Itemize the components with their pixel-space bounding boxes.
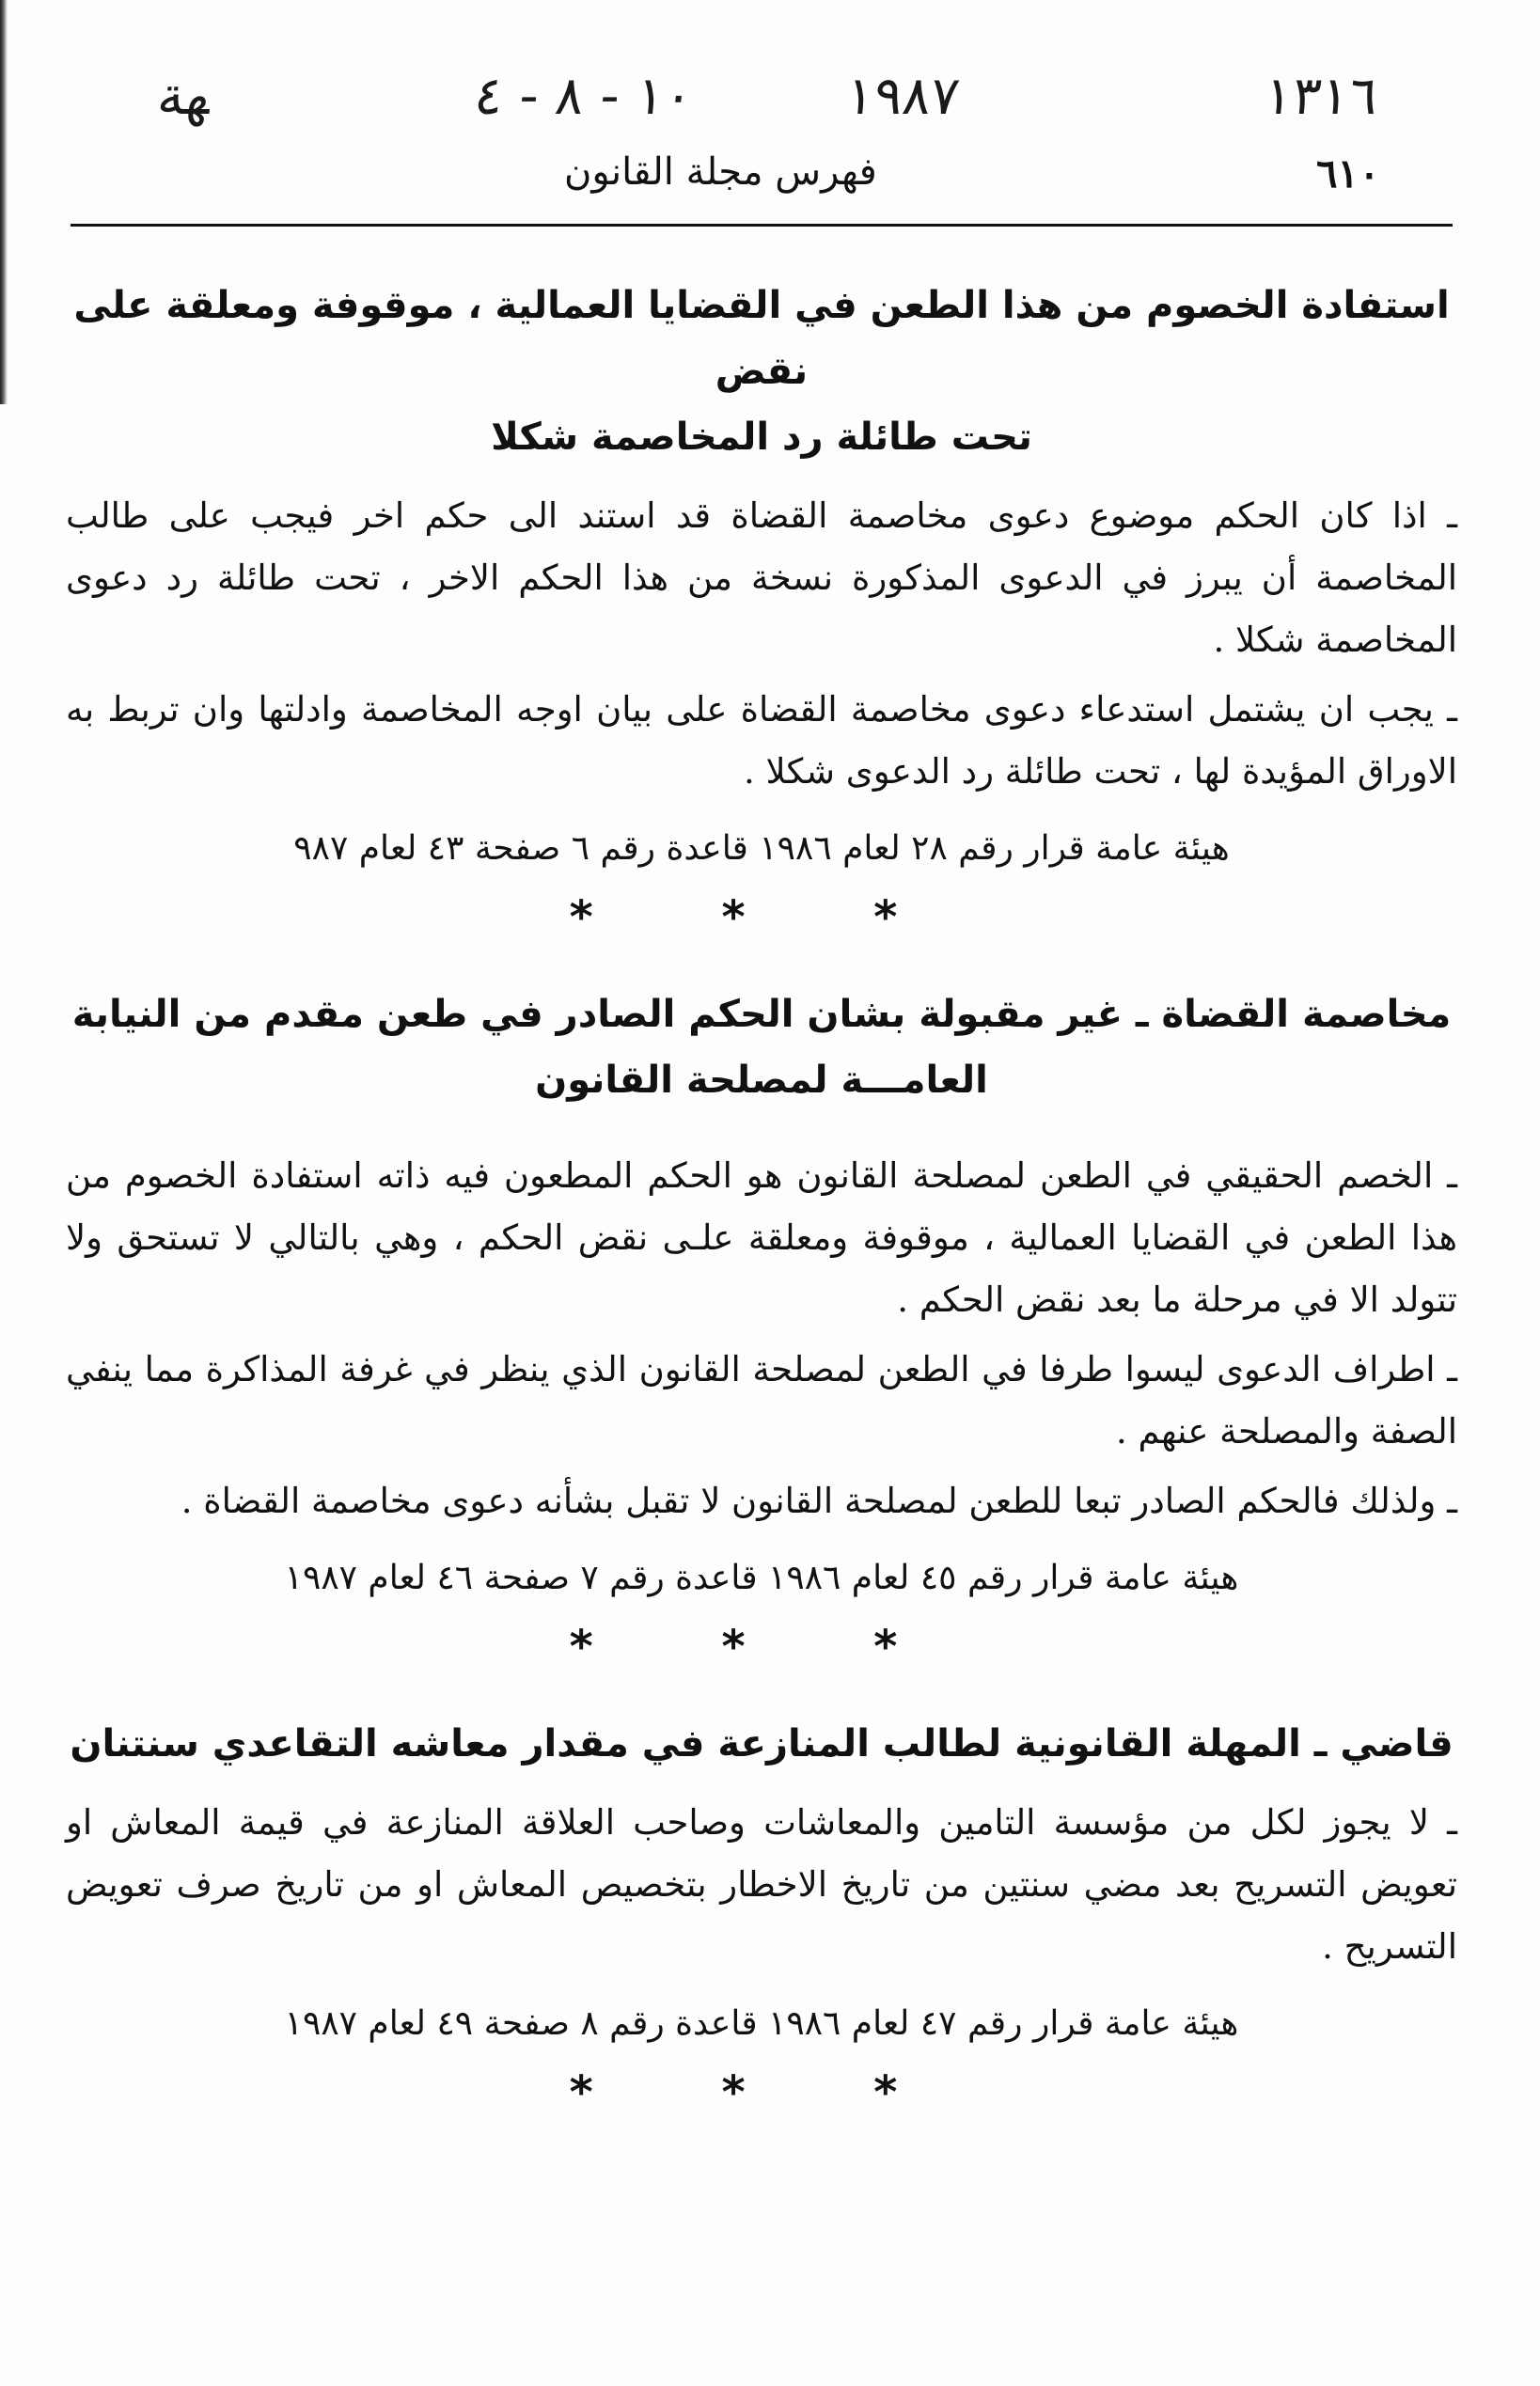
- handwritten-annotation-left: ﻬﺔ: [154, 66, 214, 127]
- section-3-citation: هيئة عامة قرار رقم ٤٧ لعام ١٩٨٦ قاعدة رقم ٨ صفحة ٤٩ لعام ١٩٨٧: [284, 2004, 1239, 2043]
- section-1-separator: * * *: [569, 891, 954, 944]
- section-1-title-line-2: تحت طائلة رد المخاصمة شكلا: [491, 416, 1032, 459]
- section-2-separator: * * *: [569, 1621, 954, 1673]
- section-1-title-line-1: استفادة الخصوم من هذا الطعن في القضايا العمالية ، موقوفة ومعلقة على نقض: [73, 284, 1450, 393]
- section-1-paragraph-1: ـ اذا كان الحكم موضوع دعوى مخاصمة القضاة قد استند الى حكم اخر فيجب على طالب المخاصمة أن يبرز في الدعوى المذكورة نسخة من هذا الحكم الاخر ، تحت طائلة رد دعوى المخاصمة شكلا .: [66, 495, 1458, 660]
- section-2-title-line-2: العامـــة لمصلحة القانون: [535, 1059, 988, 1102]
- spacer: [66, 1128, 1457, 1145]
- section-2: [66, 981, 1457, 1673]
- section-1-title: [66, 273, 1457, 470]
- section-2-title: [66, 981, 1457, 1113]
- section-2-paragraph-3: ـ ولذلك فالحكم الصادر تبعا للطعن لمصلحة القانون لا تقبل بشأنه دعوى مخاصمة القضاة .: [181, 1481, 1457, 1521]
- handwritten-annotation-date: ١٠ - ٨ - ٤: [471, 66, 697, 127]
- section-2-citation: هيئة عامة قرار رقم ٤٥ لعام ١٩٨٦ قاعدة رقم ٧ صفحة ٤٦ لعام ١٩٨٧: [284, 1559, 1239, 1597]
- section-3-title: [66, 1711, 1457, 1777]
- section-1-paragraph-2: ـ يجب ان يشتمل استدعاء دعوى مخاصمة القضاة على بيان اوجه المخاصمة وادلتها وان تربط به الاوراق المؤيدة لها ، تحت طائلة رد الدعوى شكلا .: [66, 689, 1457, 792]
- page-content: [66, 273, 1457, 2157]
- section-1-citation: هيئة عامة قرار رقم ٢٨ لعام ١٩٨٦ قاعدة رقم ٦ صفحة ٤٣ لعام ٩٨٧: [293, 829, 1230, 868]
- header-rule: [71, 224, 1453, 227]
- section-2-title-line-1: مخاصمة القضاة ـ غير مقبولة بشان الحكم الصادر في طعن مقدم من النيابة: [71, 993, 1452, 1036]
- handwritten-annotation-number: ١٣١٦: [1261, 66, 1381, 127]
- handwritten-annotation-year: ١٩٨٧: [842, 66, 963, 127]
- page-number: ٦١٠: [1316, 150, 1380, 196]
- section-3-paragraph-1: ـ لا يجوز لكل من مؤسسة التامين والمعاشات وصاحب العلاقة المنازعة في قيمة المعاش او تعويض التسريح بعد مضي سنتين من تاريخ الاخطار بتخصيص المعاش او من تاريخ صرف تعويض التسريح .: [66, 1802, 1457, 1967]
- section-3-separator: * * *: [569, 2066, 954, 2119]
- section-2-paragraph-1: ـ الخصم الحقيقي في الطعن لمصلحة القانون هو الحكم المطعون فيه ذاته استفادة الخصوم من هذا الطعن في القضايا العمالية ، موقوفة ومعلقة علـى نقض الحكم ، وهي بالتالي لا تستحق ولا تتولد الا في مرحلة ما بعد نقض الحكم .: [66, 1155, 1457, 1320]
- section-1: [66, 273, 1457, 944]
- running-title: فهرس مجلة القانون: [564, 150, 877, 194]
- section-3: [66, 1711, 1457, 2119]
- section-2-paragraph-2: ـ اطراف الدعوى ليسوا طرفا في الطعن لمصلحة القانون الذي ينظر في غرفة المذاكرة مما ينفي الصفة والمصلحة عنهم .: [66, 1349, 1457, 1452]
- scan-binding-shadow: [0, 0, 8, 404]
- section-3-title-line-1: قاضي ـ المهلة القانونية لطالب المنازعة في مقدار معاشه التقاعدي سنتنان: [70, 1722, 1454, 1766]
